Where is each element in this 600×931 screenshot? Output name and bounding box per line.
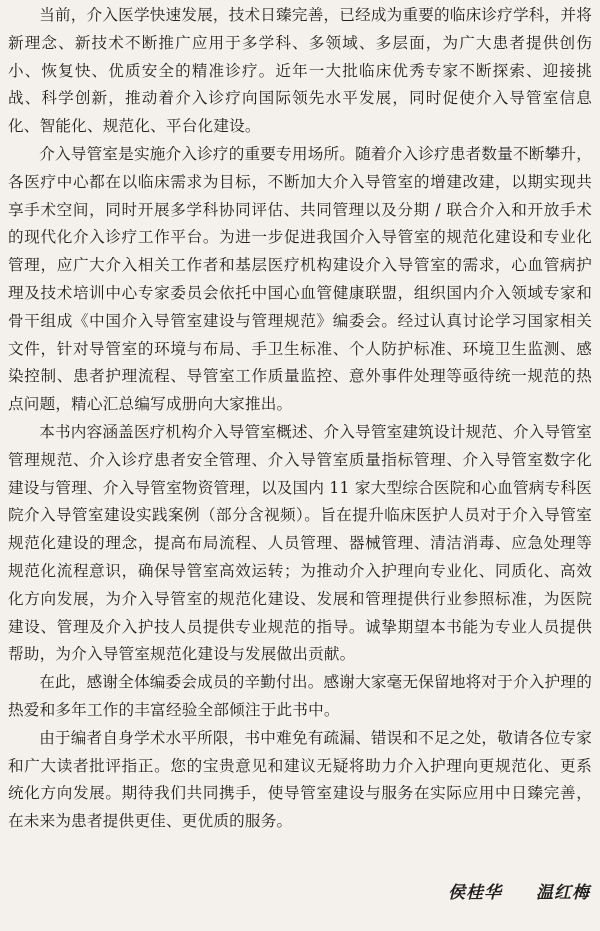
paragraph-closing: 由于编者自身学术水平所限，书中难免有疏漏、错误和不足之处，敬请各位专家和广大读者批评指正。您的宝贵意见和建议无疑将助力介入护理向更规范化、更系统化方向发展。期待我们共同携手，使导管室建设与服务在实际应用中日臻完善，在未来为患者提供更佳、更优质的服务。 — [8, 728, 592, 831]
paragraph-intro: 当前，介入医学快速发展，技术日臻完善，已经成为重要的临床诊疗学科，并将新理念、新技术不断推广应用于多学科、多领域、多层面，为广大患者提供创伤小、恢复快、优质安全的精准诊疗。近年一大批临床优秀专家不断探索、迎接挑战、科学创新，推动着介入诊疗向国际领先水平发展，同时促使介入导管室信息化、智能化、规范化、平台化建设。 — [8, 6, 592, 136]
author-name-1: 侯桂华 — [448, 883, 502, 903]
preface-body — [8, 2, 592, 836]
paragraph-thanks: 在此，感谢全体编委会成员的辛勤付出。感谢大家毫无保留地将对于介入护理的热爱和多年工作的丰富经验全部倾注于此书中。 — [8, 673, 592, 719]
author-signature — [448, 878, 590, 903]
paragraph-book-content: 本书内容涵盖医疗机构介入导管室概述、介入导管室建筑设计规范、介入导管室管理规范、介入诊疗患者安全管理、介入导管室质量指标管理、介入导管室数字化建设与管理、介入导管室物资管理，以及国内 11 家大型综合医院和心血管病专科医院介入导管室建设实践案例（部分含视频）。旨在提升临床医护人员对于介入导管室规范化建设的理念，提高布局流程、人员管理、器械管理、清洁消毒、应急处理等规范化流程意识，确保导管室高效运转；为推动介入护理向专业化、同质化、高效化方向发展，为介入导管室的规范化建设、发展和管理提供行业参照标准，为医院建设、管理及介入护技人员提供专业规范的指导。诚挚期望本书能为专业人员提供帮助，为介入导管室规范化建设与发展做出贡献。 — [8, 422, 592, 664]
paragraph-cath-lab: 介入导管室是实施介入诊疗的重要专用场所。随着介入诊疗患者数量不断攀升，各医疗中心都在以临床需求为目标，不断加大介入导管室的增建改建，以期实现共享手术空间，同时开展多学科协同评估、共同管理以及分期 / 联合介入和开放手术的现代化介入诊疗工作平台。为进一步促进我国介入导管室的规范化建设和专业化管理，应广大介入相关工作者和基层医疗机构建设介入导管室的需求，心血管病护理及技术培训中心专家委员会依托中国心血管健康联盟，组织国内介入领域专家和骨干组成《中国介入导管室建设与管理规范》编委会。经过认真讨论学习国家相关文件，针对导管室的环境与布局、手卫生标准、个人防护标准、环境卫生监测、感染控制、患者护理流程、导管室工作质量监控、意外事件处理等亟待统一规范的热点问题，精心汇总编写成册向大家推出。 — [8, 144, 592, 414]
author-name-2: 温红梅 — [536, 883, 590, 903]
